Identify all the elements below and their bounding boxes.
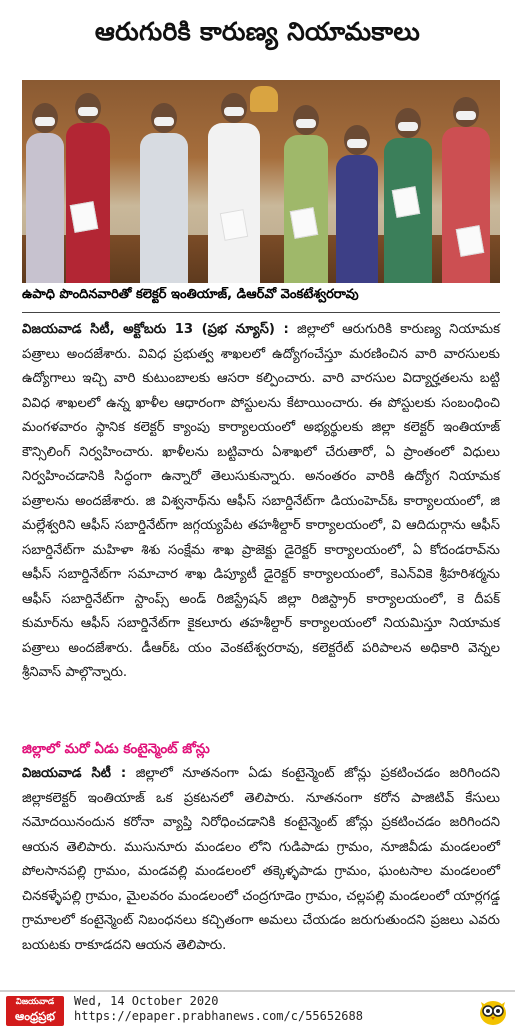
article-body-text: జిల్లాలో ఆరుగురికి కారుణ్య నియామక పత్రాలు అందజేశారు. వివిధ ప్రభుత్వ శాఖలలో ఉద్యోగంచేస్తూ మరణించిన వారి వారసులకు ఉద్యోగాలు ఇచ్చి వారి కుటుంబాలకు ఆసరా కల్పించారు. వారి వారసుల విద్యార్హతలను బట్టి వివిధ శాఖలలో ఉన్న ఖాళీల ఆధారంగా పోస్టులను కేటాయించారు. ఈ పోస్టులకు సంబంధించి మంగళవారం స్థానిక కలెక్టర్ క్యాంపు కార్యాలయంలో అభ్యర్థులకు జిల్లా కలెక్టర్ ఇంతియాజ్ కౌన్సిలింగ్ నిర్వహించారు. ఖాళీలను బట్టివారు ఏశాఖలో చేరుతారో, ఏ ప్రాంతంలో విధులు నిర్వహించడానికి సిద్ధంగా ఉన్నారో తెలుసుకున్నారు. అనంతరం వారికి ఉద్యోగ నియామక పత్రాలను అందజేశారు. జి విశ్వనాథ్‌ను ఆఫీస్ సబార్డినేట్‌గా డియంహెచ్‌ఓ కార్యాలయంలో, జి మల్లేశ్వరిని ఆఫీస్ సబార్డినేట్‌గా జగ్గయ్యపేట తహశీల్దార్ కార్యాలయంలో, వి ఆదిదుర్గాను ఆఫీస్ సబార్డినేట్‌గా మహిళా శిశు సంక్షేమ శాఖ ప్రాజెక్టు డైరెక్టర్ కార్యాలయంలో, ఏ కోదండరావ్‌ను ఆఫీస్ సబార్డినేట్‌గా సమాచార శాఖ డిప్యూటీ డైరెక్టర్ కార్యాలయంలో, కెఎన్‌వికె శ్రీహరిశర్మను ఆఫీస్ సబార్డినేట్‌గా స్టాంప్స్ అండ్ రిజిస్ట్రేషన్ జిల్లా రిజిస్ట్రార్ కార్యాలయంలో, కె దీపక్ కుమార్‌ను ఆఫీస్ సబార్డినేట్‌గా కైకలూరు తహశీల్దార్ కార్యాలయంలో నియమిస్తూ నియామక పత్రాలు అందజేశారు. డీఆర్‌ఓ యం వెంకటేశ్వరరావు, కలెక్టరేట్ పరిపాలన అధికారి వెన్నల శ్రీనివాస్ పాల్గొన్నారు. <box>22 322 500 680</box>
article-headline: ఆరుగురికి కారుణ్య నియామకాలు <box>94 17 421 46</box>
edition-date: Wed, 14 October 2020 <box>74 994 219 1008</box>
owl-logo-icon <box>477 996 509 1026</box>
edition-info <box>74 994 363 1024</box>
brand-edition: విజయవాడ <box>15 997 55 1007</box>
edition-url[interactable]: https://epaper.prabhanews.com/c/55652688 <box>74 1009 363 1023</box>
photo-person <box>140 133 188 283</box>
sub-article-dateline: విజయవాడ సిటీ : <box>22 766 127 781</box>
photo-caption: ఉపాధి పొందినవారితో కలెక్టర్ ఇంతియాజ్, డిఆర్‌వో వెంకటేశ్వరరావు <box>22 287 359 302</box>
sub-article-headline: జిల్లాలో మరో ఏడు కంటైన్మెంట్ జోన్లు <box>22 741 210 757</box>
photo-person <box>208 123 260 283</box>
sub-article-body-text: జిల్లాలో నూతనంగా ఏడు కంటైన్మెంట్ జోన్లు ప్రకటించడం జరిగిందని జిల్లాకలెక్టర్ ఇంతియాజ్ ఒక ప్రకటనలో తెలిపారు. నూతనంగా కరోన పాజిటివ్ కేసులు నమోదయినందున కరోనా వ్యాప్తి నిరోధించడానికి కంటైన్మెంట్ జోన్లు ప్రకటించడం జరిగిందని ఆయన తెలిపారు. ముసునూరు మండలం లోని గుడిపాడు గ్రామం, నూజివీడు మండలంలో పోలసానపల్లి గ్రామం, మండవల్లి మండలంలో తక్కెళ్ళపాడు గ్రామం, ఘంటసాల మండలంలో చినకళ్ళేపల్లి గ్రామం, మైలవరం మండలంలో చంద్రగూడెం గ్రామం, చల్లపల్లి మండలంలో యార్లగడ్డ గ్రామాలలో కంటైన్మెంట్ నిబంధనలు కచ్చితంగా అమలు చేయడం జరుగుతుందని ప్రజలు ఎవరు బయటకు రాకూడదని ఆయన తెలిపారు. <box>22 766 500 953</box>
photo-person <box>26 133 64 283</box>
photo-person <box>284 135 328 283</box>
article-photo <box>22 80 500 283</box>
photo-person <box>336 155 378 283</box>
brand-name: ఆంధ్రప్రభ <box>15 1009 55 1023</box>
photo-person <box>442 127 490 283</box>
article-body <box>22 318 500 686</box>
brand-logo <box>6 996 64 1026</box>
epaper-footer <box>0 990 515 1028</box>
photo-person <box>66 123 110 283</box>
article-dateline: విజయవాడ సిటీ, అక్టోబరు 13 (ప్రభ న్యూస్) : <box>22 322 289 337</box>
divider <box>22 312 500 313</box>
state-emblem-icon <box>250 86 278 112</box>
photo-person <box>384 138 432 283</box>
sub-article-body <box>22 762 500 958</box>
